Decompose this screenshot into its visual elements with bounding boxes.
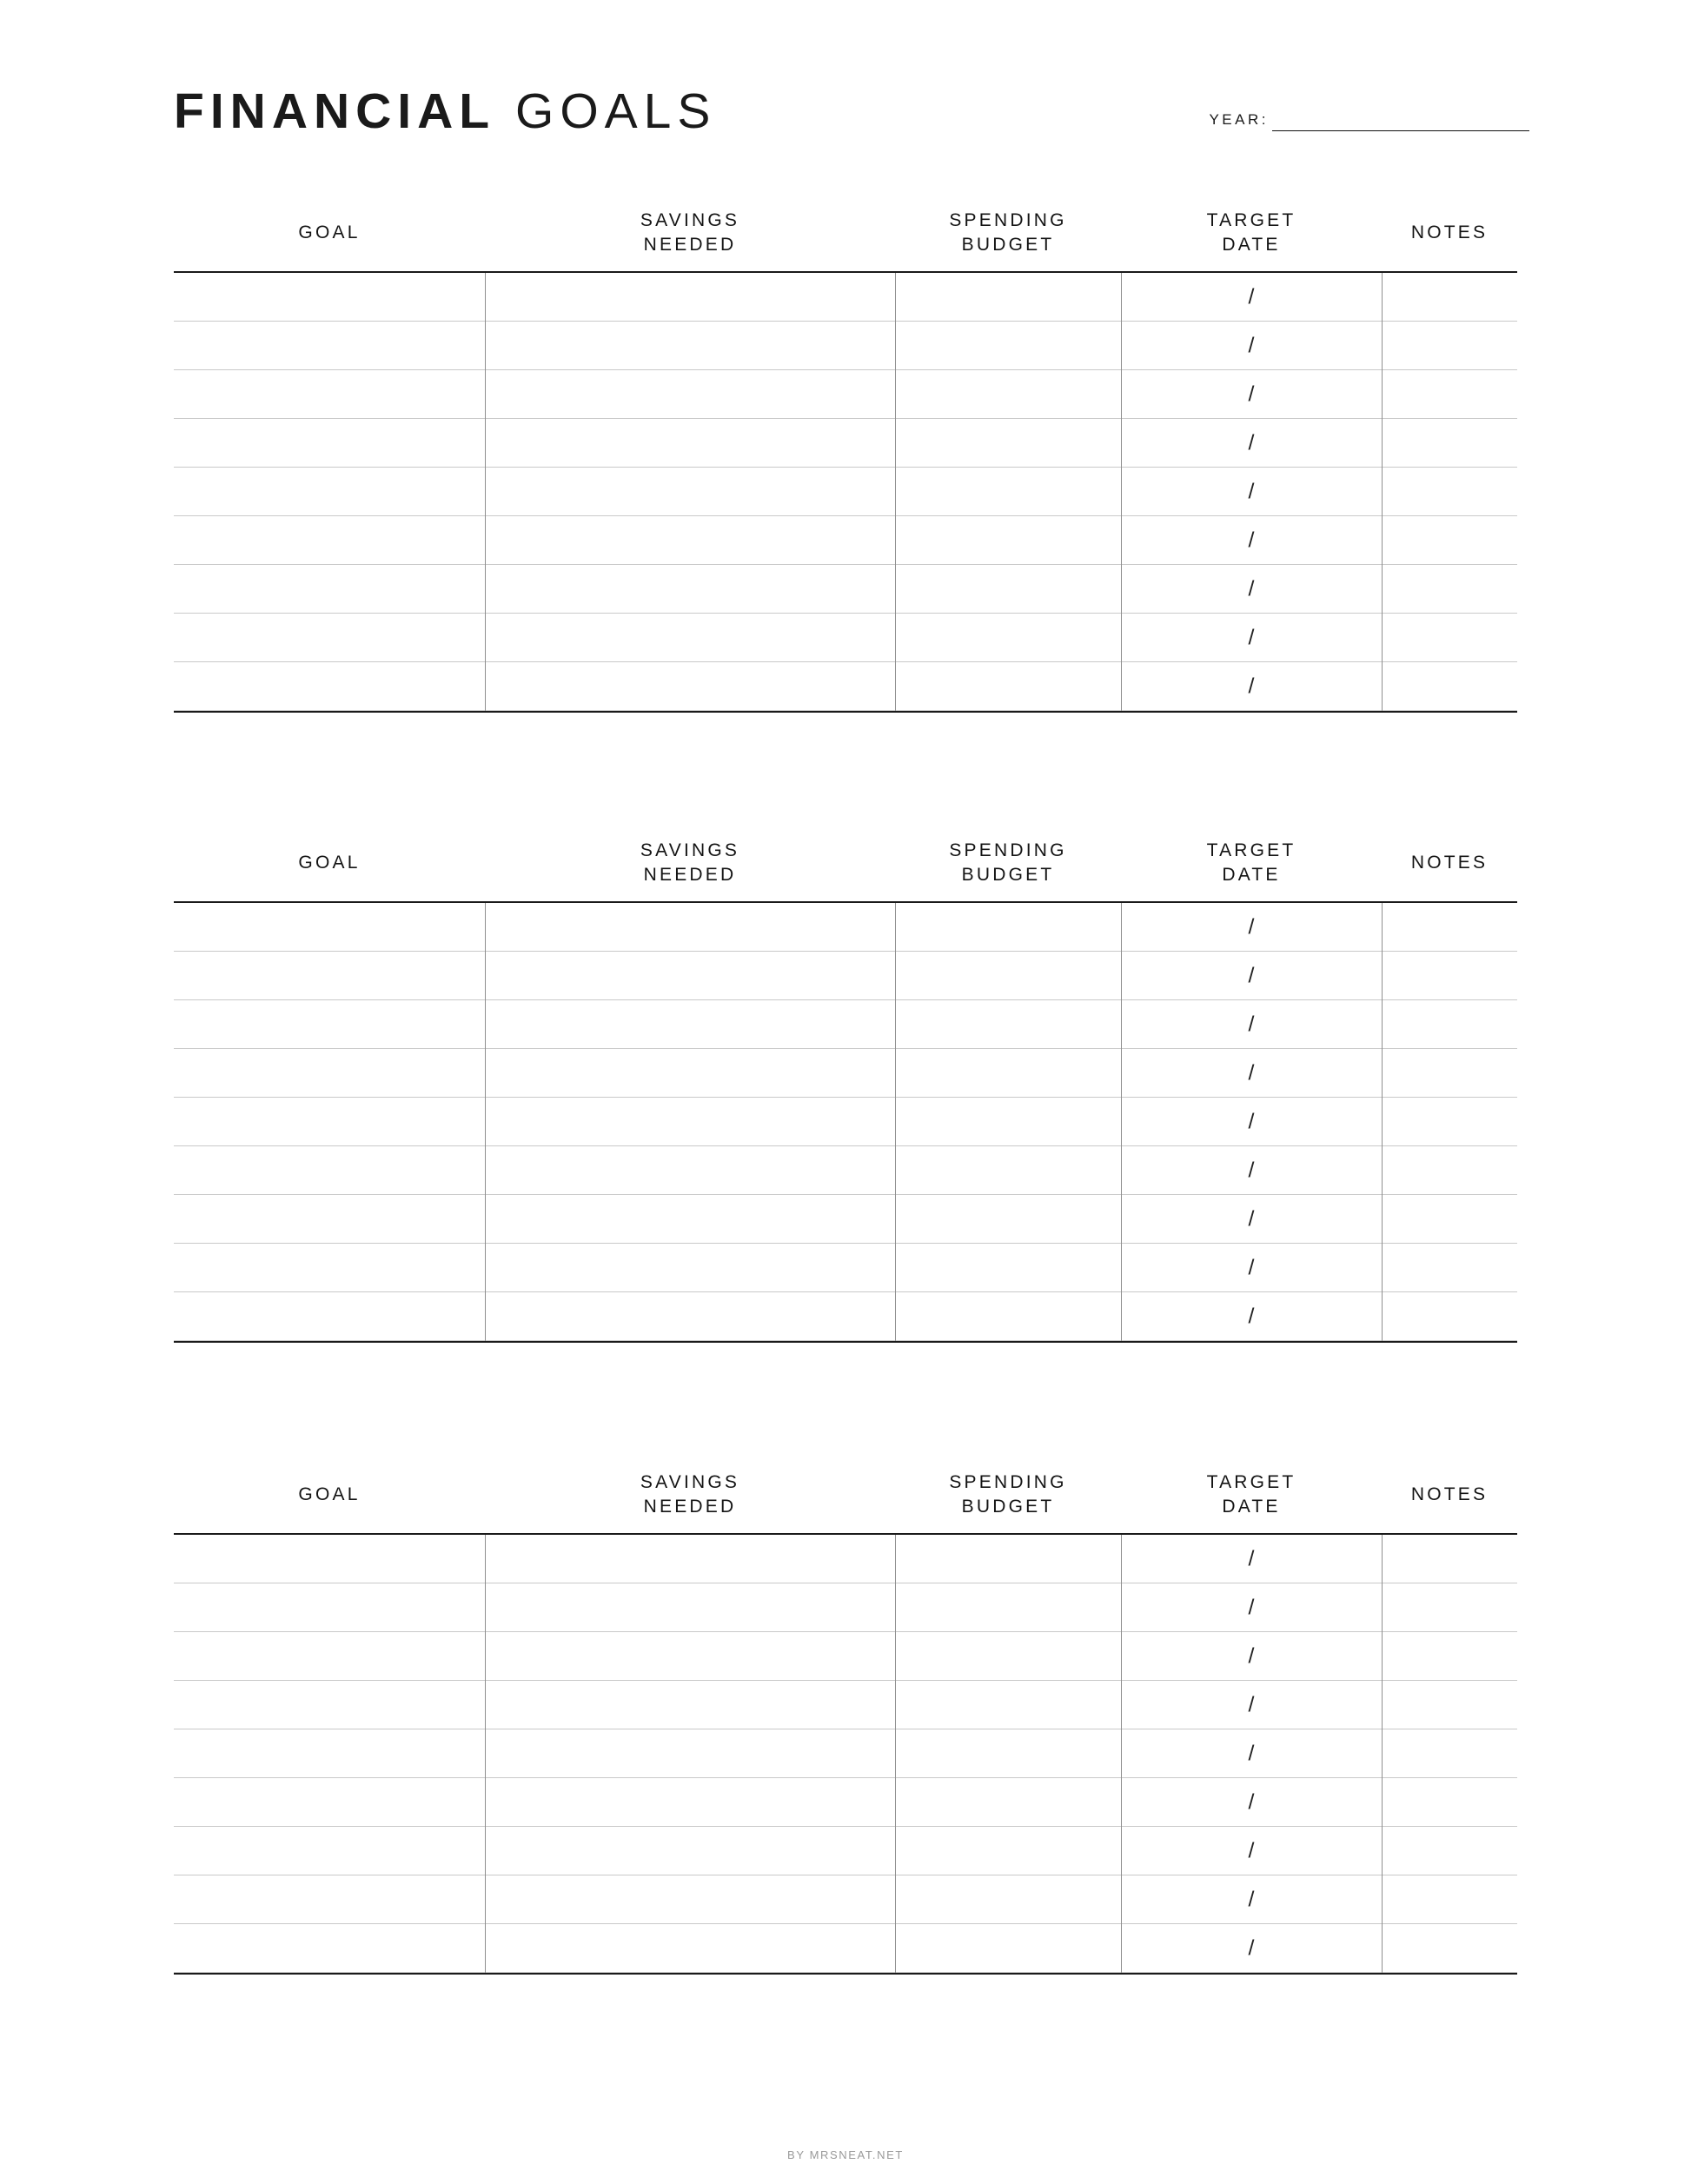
date-separator: / [1248,1304,1255,1328]
cell-notes[interactable] [1382,903,1517,951]
table-row[interactable] [174,1195,1517,1244]
table-header-row [174,1470,1517,1533]
column-header-notes [1382,209,1517,245]
cell-savings_needed[interactable] [485,516,895,564]
cell-notes[interactable] [1382,468,1517,515]
cell-spending_budget[interactable] [895,1195,1121,1243]
cell-notes[interactable] [1382,614,1517,661]
cell-notes[interactable] [1382,1583,1517,1631]
cell-goal[interactable] [174,1000,485,1048]
cell-notes[interactable] [1382,1535,1517,1583]
cell-target_date[interactable] [1121,1924,1382,1972]
cell-goal[interactable] [174,516,485,564]
table-row[interactable] [174,516,1517,565]
table-row[interactable] [174,1146,1517,1195]
date-separator: / [1248,333,1255,357]
column-header-label-line2: NEEDED [643,235,737,255]
table-row[interactable] [174,662,1517,711]
table-row[interactable] [174,1535,1517,1583]
goals-table [174,1470,1517,1975]
cell-notes[interactable] [1382,273,1517,321]
cell-goal[interactable] [174,662,485,710]
cell-spending_budget[interactable] [895,1535,1121,1583]
cell-savings_needed[interactable] [485,1535,895,1583]
cell-spending_budget[interactable] [895,1681,1121,1729]
page-header [174,83,1529,165]
date-separator: / [1248,1692,1255,1716]
cell-savings_needed[interactable] [485,1049,895,1097]
table-body [174,901,1517,1343]
date-separator: / [1248,914,1255,939]
cell-savings_needed[interactable] [485,1875,895,1923]
cell-goal[interactable] [174,1195,485,1243]
date-separator: / [1248,528,1255,552]
cell-savings_needed[interactable] [485,273,895,321]
table-row[interactable] [174,273,1517,322]
cell-goal[interactable] [174,614,485,661]
cell-spending_budget[interactable] [895,952,1121,999]
cell-savings_needed[interactable] [485,468,895,515]
cell-spending_budget[interactable] [895,1827,1121,1875]
goals-table [174,209,1517,713]
cell-notes[interactable] [1382,952,1517,999]
cell-notes[interactable] [1382,1875,1517,1923]
column-header-spending_budget [895,1470,1121,1519]
table-row[interactable] [174,565,1517,614]
column-header-goal [174,839,485,875]
cell-goal[interactable] [174,1681,485,1729]
date-separator: / [1248,1109,1255,1133]
cell-spending_budget[interactable] [895,1098,1121,1145]
footer-credit: BY MRSNEAT.NET [787,2148,904,2161]
date-separator: / [1248,1887,1255,1911]
column-divider [1121,273,1122,711]
cell-notes[interactable] [1382,662,1517,710]
cell-target_date[interactable] [1121,903,1382,951]
table-row[interactable] [174,614,1517,662]
cell-savings_needed[interactable] [485,322,895,369]
date-separator: / [1248,576,1255,601]
cell-savings_needed[interactable] [485,1632,895,1680]
cell-target_date[interactable] [1121,273,1382,321]
cell-savings_needed[interactable] [485,662,895,710]
cell-spending_budget[interactable] [895,1000,1121,1048]
cell-target_date[interactable] [1121,1000,1382,1048]
date-separator: / [1248,625,1255,649]
cell-target_date[interactable] [1121,1681,1382,1729]
date-separator: / [1248,1060,1255,1085]
column-header-goal [174,209,485,245]
cell-goal[interactable] [174,1827,485,1875]
cell-goal[interactable] [174,565,485,613]
table-row[interactable] [174,419,1517,468]
table-header-row [174,209,1517,271]
column-header-notes [1382,839,1517,875]
column-divider [1382,903,1383,1341]
column-divider [895,903,896,1341]
cell-savings_needed[interactable] [485,1583,895,1631]
table-row[interactable] [174,1049,1517,1098]
date-separator: / [1248,1789,1255,1814]
date-separator: / [1248,1838,1255,1862]
cell-savings_needed[interactable] [485,419,895,467]
cell-savings_needed[interactable] [485,1681,895,1729]
cell-savings_needed[interactable] [485,1827,895,1875]
cell-spending_budget[interactable] [895,1632,1121,1680]
cell-target_date[interactable] [1121,1875,1382,1923]
cell-target_date[interactable] [1121,565,1382,613]
cell-notes[interactable] [1382,370,1517,418]
date-separator: / [1248,284,1255,309]
cell-notes[interactable] [1382,1827,1517,1875]
date-separator: / [1248,1595,1255,1619]
cell-goal[interactable] [174,1049,485,1097]
cell-savings_needed[interactable] [485,903,895,951]
cell-target_date[interactable] [1121,468,1382,515]
column-header-label: NOTES [1410,1484,1489,1504]
date-separator: / [1248,963,1255,987]
page-title-secondary: GOALS [514,83,717,139]
column-header-target_date [1121,1470,1382,1519]
date-separator: / [1248,1741,1255,1765]
column-header-label-line2: NEEDED [643,1497,737,1517]
cell-target_date[interactable] [1121,370,1382,418]
column-divider [485,273,486,711]
cell-spending_budget[interactable] [895,1778,1121,1826]
column-divider [1382,1535,1383,1973]
cell-target_date[interactable] [1121,1292,1382,1340]
cell-savings_needed[interactable] [485,370,895,418]
cell-target_date[interactable] [1121,1778,1382,1826]
cell-savings_needed[interactable] [485,1778,895,1826]
table-row[interactable] [174,1632,1517,1681]
cell-target_date[interactable] [1121,322,1382,369]
cell-savings_needed[interactable] [485,1000,895,1048]
column-header-label: NOTES [1410,222,1489,242]
cell-goal[interactable] [174,1729,485,1777]
cell-notes[interactable] [1382,1195,1517,1243]
column-divider [1121,1535,1122,1973]
cell-notes[interactable] [1382,1924,1517,1972]
column-divider [895,1535,896,1973]
cell-spending_budget[interactable] [895,1146,1121,1194]
cell-goal[interactable] [174,1924,485,1972]
table-header-row [174,839,1517,901]
cell-notes[interactable] [1382,1729,1517,1777]
cell-goal[interactable] [174,273,485,321]
cell-spending_budget[interactable] [895,614,1121,661]
column-header-label: TARGET [1206,210,1296,230]
cell-spending_budget[interactable] [895,1049,1121,1097]
cell-target_date[interactable] [1121,952,1382,999]
cell-goal[interactable] [174,1875,485,1923]
column-header-label: SPENDING [949,210,1067,230]
year-input[interactable] [1272,108,1529,131]
table-row[interactable] [174,1924,1517,1973]
column-header-label-line2: BUDGET [961,865,1055,885]
date-separator: / [1248,430,1255,455]
cell-target_date[interactable] [1121,662,1382,710]
cell-notes[interactable] [1382,1681,1517,1729]
column-header-savings_needed [485,839,895,887]
column-header-label: GOAL [298,222,361,242]
cell-spending_budget[interactable] [895,273,1121,321]
cell-spending_budget[interactable] [895,1292,1121,1340]
column-header-label-line2: NEEDED [643,865,737,885]
table-row[interactable] [174,903,1517,952]
cell-goal[interactable] [174,1244,485,1291]
table-body [174,1533,1517,1975]
cell-goal[interactable] [174,903,485,951]
column-header-label-line2: BUDGET [961,235,1055,255]
column-header-savings_needed [485,1470,895,1519]
column-header-label: SAVINGS [640,210,740,230]
cell-goal[interactable] [174,1778,485,1826]
cell-savings_needed[interactable] [485,1146,895,1194]
date-separator: / [1248,382,1255,406]
date-separator: / [1248,1012,1255,1036]
column-header-goal [174,1470,485,1507]
column-header-target_date [1121,209,1382,257]
cell-goal[interactable] [174,1098,485,1145]
column-header-label: GOAL [298,1484,361,1504]
cell-target_date[interactable] [1121,1049,1382,1097]
table-row[interactable] [174,1778,1517,1827]
cell-target_date[interactable] [1121,1729,1382,1777]
table-row[interactable] [174,1292,1517,1341]
column-header-notes [1382,1470,1517,1507]
cell-target_date[interactable] [1121,1195,1382,1243]
cell-savings_needed[interactable] [485,1098,895,1145]
cell-goal[interactable] [174,1583,485,1631]
cell-spending_budget[interactable] [895,468,1121,515]
table-row[interactable] [174,1875,1517,1924]
cell-notes[interactable] [1382,419,1517,467]
table-row[interactable] [174,1244,1517,1292]
table-row[interactable] [174,1681,1517,1729]
cell-goal[interactable] [174,952,485,999]
column-header-spending_budget [895,839,1121,887]
column-divider [1121,903,1122,1341]
table-row[interactable] [174,1000,1517,1049]
cell-notes[interactable] [1382,1098,1517,1145]
cell-target_date[interactable] [1121,1098,1382,1145]
cell-savings_needed[interactable] [485,1195,895,1243]
cell-savings_needed[interactable] [485,1244,895,1291]
cell-savings_needed[interactable] [485,1292,895,1340]
page-title [174,83,717,139]
cell-goal[interactable] [174,1535,485,1583]
cell-notes[interactable] [1382,1146,1517,1194]
date-separator: / [1248,1546,1255,1570]
cell-spending_budget[interactable] [895,1875,1121,1923]
date-separator: / [1248,479,1255,503]
column-header-label-line2: DATE [1222,235,1281,255]
date-separator: / [1248,1643,1255,1668]
table-row[interactable] [174,1827,1517,1875]
column-divider [485,903,486,1341]
cell-savings_needed[interactable] [485,614,895,661]
cell-notes[interactable] [1382,322,1517,369]
cell-goal[interactable] [174,1632,485,1680]
cell-savings_needed[interactable] [485,952,895,999]
cell-notes[interactable] [1382,565,1517,613]
cell-goal[interactable] [174,419,485,467]
column-header-target_date [1121,839,1382,887]
cell-spending_budget[interactable] [895,370,1121,418]
date-separator: / [1248,1158,1255,1182]
cell-savings_needed[interactable] [485,1729,895,1777]
cell-notes[interactable] [1382,516,1517,564]
cell-notes[interactable] [1382,1000,1517,1048]
cell-goal[interactable] [174,1292,485,1340]
column-header-label: SAVINGS [640,840,740,860]
goals-table [174,839,1517,1343]
cell-spending_budget[interactable] [895,1244,1121,1291]
table-row[interactable] [174,322,1517,370]
cell-target_date[interactable] [1121,614,1382,661]
cell-goal[interactable] [174,468,485,515]
cell-spending_budget[interactable] [895,1729,1121,1777]
cell-notes[interactable] [1382,1778,1517,1826]
date-separator: / [1248,674,1255,698]
table-row[interactable] [174,1583,1517,1632]
cell-spending_budget[interactable] [895,419,1121,467]
cell-notes[interactable] [1382,1049,1517,1097]
cell-target_date[interactable] [1121,1244,1382,1291]
column-header-savings_needed [485,209,895,257]
cell-spending_budget[interactable] [895,516,1121,564]
column-header-label-line2: DATE [1222,1497,1281,1517]
table-body [174,271,1517,713]
cell-goal[interactable] [174,322,485,369]
cell-target_date[interactable] [1121,516,1382,564]
cell-spending_budget[interactable] [895,1583,1121,1631]
page-title-primary: FINANCIAL [174,83,496,139]
table-row[interactable] [174,1729,1517,1778]
column-header-label: SPENDING [949,840,1067,860]
table-row[interactable] [174,952,1517,1000]
column-header-label: TARGET [1206,840,1296,860]
date-separator: / [1248,1255,1255,1279]
cell-notes[interactable] [1382,1292,1517,1340]
column-header-label: SPENDING [949,1472,1067,1492]
column-header-label: SAVINGS [640,1472,740,1492]
cell-notes[interactable] [1382,1632,1517,1680]
cell-savings_needed[interactable] [485,565,895,613]
column-divider [895,273,896,711]
date-separator: / [1248,1935,1255,1960]
cell-goal[interactable] [174,1146,485,1194]
cell-target_date[interactable] [1121,1827,1382,1875]
column-header-label: TARGET [1206,1472,1296,1492]
cell-spending_budget[interactable] [895,662,1121,710]
cell-spending_budget[interactable] [895,1924,1121,1972]
table-row[interactable] [174,1098,1517,1146]
table-row[interactable] [174,370,1517,419]
cell-spending_budget[interactable] [895,322,1121,369]
column-divider [1382,273,1383,711]
table-row[interactable] [174,468,1517,516]
cell-spending_budget[interactable] [895,903,1121,951]
cell-notes[interactable] [1382,1244,1517,1291]
cell-target_date[interactable] [1121,1632,1382,1680]
cell-target_date[interactable] [1121,1583,1382,1631]
cell-savings_needed[interactable] [485,1924,895,1972]
cell-target_date[interactable] [1121,1146,1382,1194]
column-header-spending_budget [895,209,1121,257]
cell-target_date[interactable] [1121,419,1382,467]
column-header-label-line2: DATE [1222,865,1281,885]
date-separator: / [1248,1206,1255,1231]
column-header-label-line2: BUDGET [961,1497,1055,1517]
year-label: YEAR: [1209,111,1269,128]
cell-target_date[interactable] [1121,1535,1382,1583]
cell-spending_budget[interactable] [895,565,1121,613]
column-divider [485,1535,486,1973]
cell-goal[interactable] [174,370,485,418]
column-header-label: GOAL [298,853,361,873]
year-field-group[interactable] [1209,108,1529,131]
column-header-label: NOTES [1410,853,1489,873]
